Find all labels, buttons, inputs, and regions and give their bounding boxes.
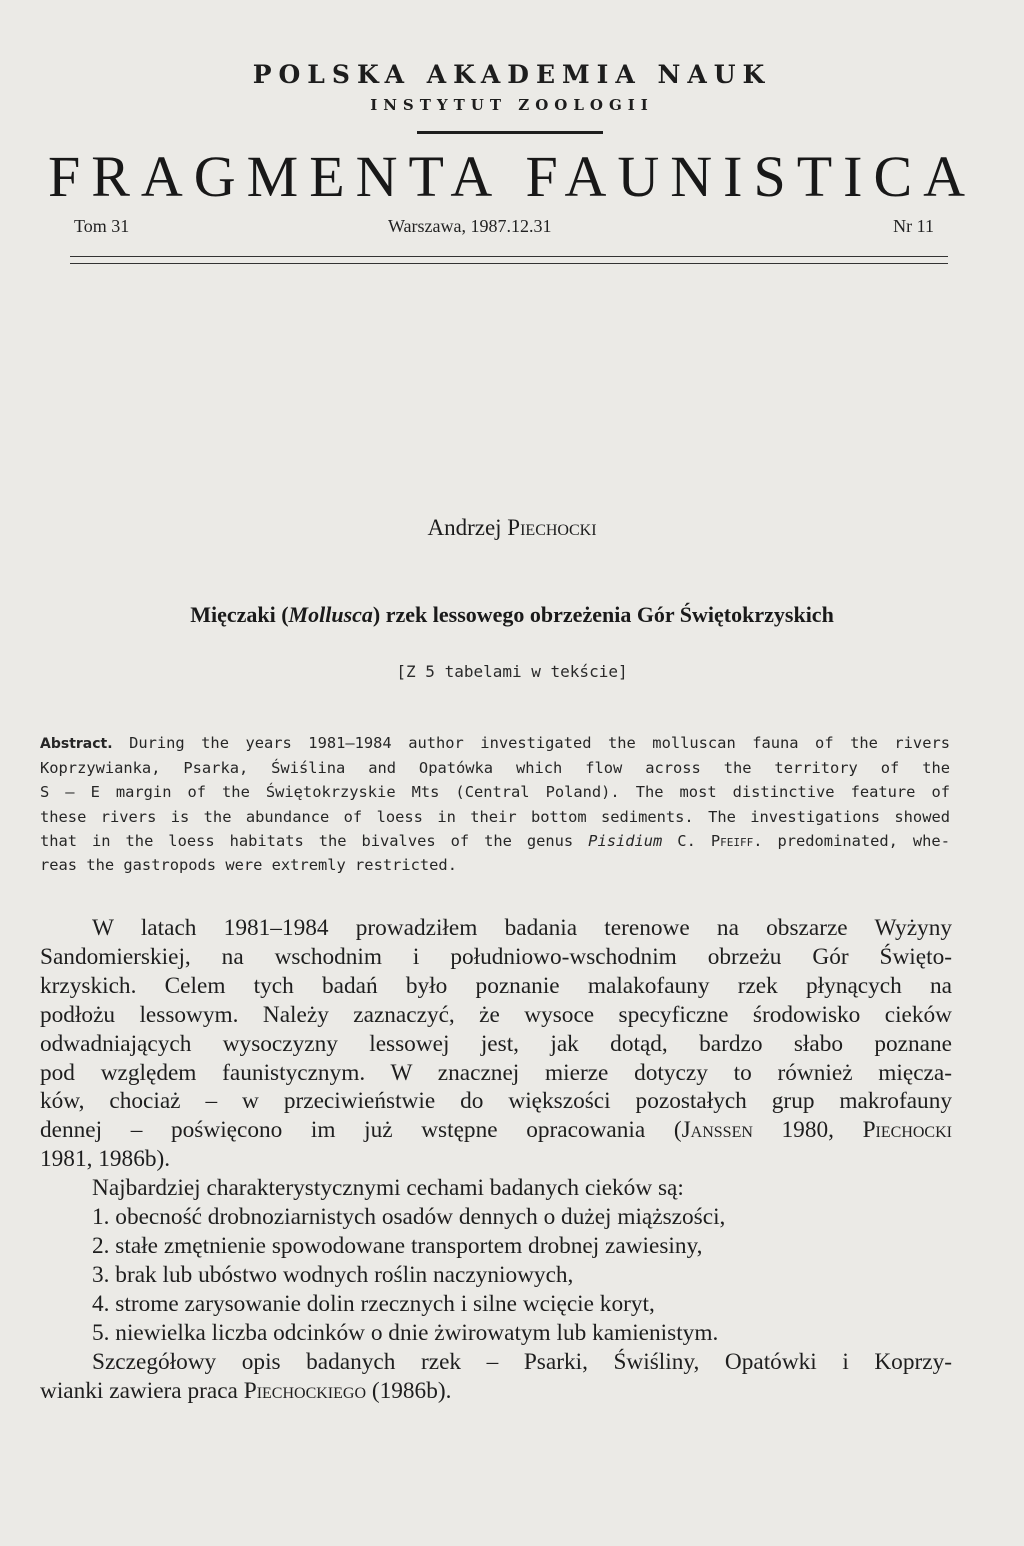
double-rule <box>70 256 948 264</box>
list-item: 2. stałe zmętnienie spowodowane transportem drobnej zawiesiny, <box>92 1232 703 1259</box>
abstract-line: Abstract. During the years 1981–1984 author investigated the molluscan fauna of the rivers <box>40 734 950 752</box>
list-item: 1. obecność drobnoziarnistych osadów dennych o dużej miąższości, <box>92 1204 726 1231</box>
reference-author: Piechocki <box>862 1117 952 1144</box>
body-text <box>40 914 952 1405</box>
article-title <box>0 602 1024 628</box>
body-line: odwadniających wysoczyzny lessowej jest, jak dotąd, bardzo słabo poznane <box>40 1030 952 1057</box>
body-line: 1981, 1986b). <box>40 1146 171 1173</box>
list-item: 4. strome zarysowanie dolin rzecznych i silne wcięcie koryt, <box>92 1290 655 1317</box>
journal-title: FRAGMENTA FAUNISTICA <box>47 144 977 209</box>
abstract-line: Koprzywianka, Psarka, Świślina and Opatówka which flow across the territory of the <box>40 759 950 778</box>
abstract-line: S – E margin of the Świętokrzyskie Mts (Central Poland). The most distinctive feature of <box>40 783 950 802</box>
body-line: Najbardziej charakterystycznymi cechami badanych cieków są: <box>92 1175 684 1202</box>
tables-note: [Z 5 tabelami w tekście] <box>396 662 628 681</box>
abstract-label: Abstract. <box>40 736 113 752</box>
title-part-1: Mięczaki ( <box>190 602 289 627</box>
genus-name: Pisidium <box>588 831 663 850</box>
abstract-line: that in the loess habitats the bivalves of the genus Pisidium C. Pfeiff. predominated, whe- <box>40 831 950 850</box>
body-line: wianki zawiera praca Piechockiego (1986b). <box>40 1377 452 1404</box>
body-line: pod względem faunistycznym. W znacznej mierze dotyczy to również mięcza- <box>40 1059 952 1086</box>
reference-author: Piechockiego <box>243 1377 367 1404</box>
volume-label: Tom 31 <box>74 216 130 236</box>
institute-name: INSTYTUT ZOOLOGII <box>370 96 654 114</box>
author-first-name: Andrzej <box>427 515 502 540</box>
list-item: 3. brak lub ubóstwo wodnych roślin naczyniowych, <box>92 1261 574 1288</box>
body-line: podłożu lessowym. Należy zaznaczyć, że wysoce specyficzne środowisko cieków <box>40 1001 952 1028</box>
author-last-name: Piechocki <box>507 515 597 540</box>
title-part-2: ) rzek lessowego obrzeżenia Gór Świętokrzyskich <box>372 602 834 627</box>
abstract <box>40 731 950 877</box>
body-line: ków, chociaż – w przeciwieństwie do większości pozostałych grup makrofauny <box>40 1088 952 1115</box>
body-line: W latach 1981–1984 prowadziłem badania terenowe na obszarze Wyżyny <box>92 915 952 941</box>
issue-number: Nr 11 <box>893 216 934 236</box>
abstract-line: these rivers is the abundance of loess in their bottom sediments. The investigations showed <box>40 807 950 826</box>
academy-name: POLSKA AKADEMIA NAUK <box>252 60 772 89</box>
reference-author: Janssen <box>681 1117 753 1144</box>
header-rule <box>417 131 603 134</box>
title-taxon: Mollusca <box>288 602 373 627</box>
body-line: dennej – poświęcono im już wstępne opracowania (Janssen 1980, Piechocki <box>40 1117 952 1144</box>
volume-row <box>74 216 934 240</box>
body-line: krzyskich. Celem tych badań było poznanie malakofauny rzek płynących na <box>40 972 952 999</box>
author-name <box>0 515 1024 541</box>
body-line: Sandomierskiej, na wschodnim i południowo-wschodnim obrzeżu Gór Święto- <box>40 943 952 970</box>
body-line: Szczegółowy opis badanych rzek – Psarki, Świśliny, Opatówki i Koprzy- <box>92 1348 952 1375</box>
place-date: Warszawa, 1987.12.31 <box>388 216 552 236</box>
list-item: 5. niewielka liczba odcinków o dnie żwirowatym lub kamienistym. <box>92 1319 719 1346</box>
abstract-line: reas the gastropods were extremly restricted. <box>40 856 457 875</box>
